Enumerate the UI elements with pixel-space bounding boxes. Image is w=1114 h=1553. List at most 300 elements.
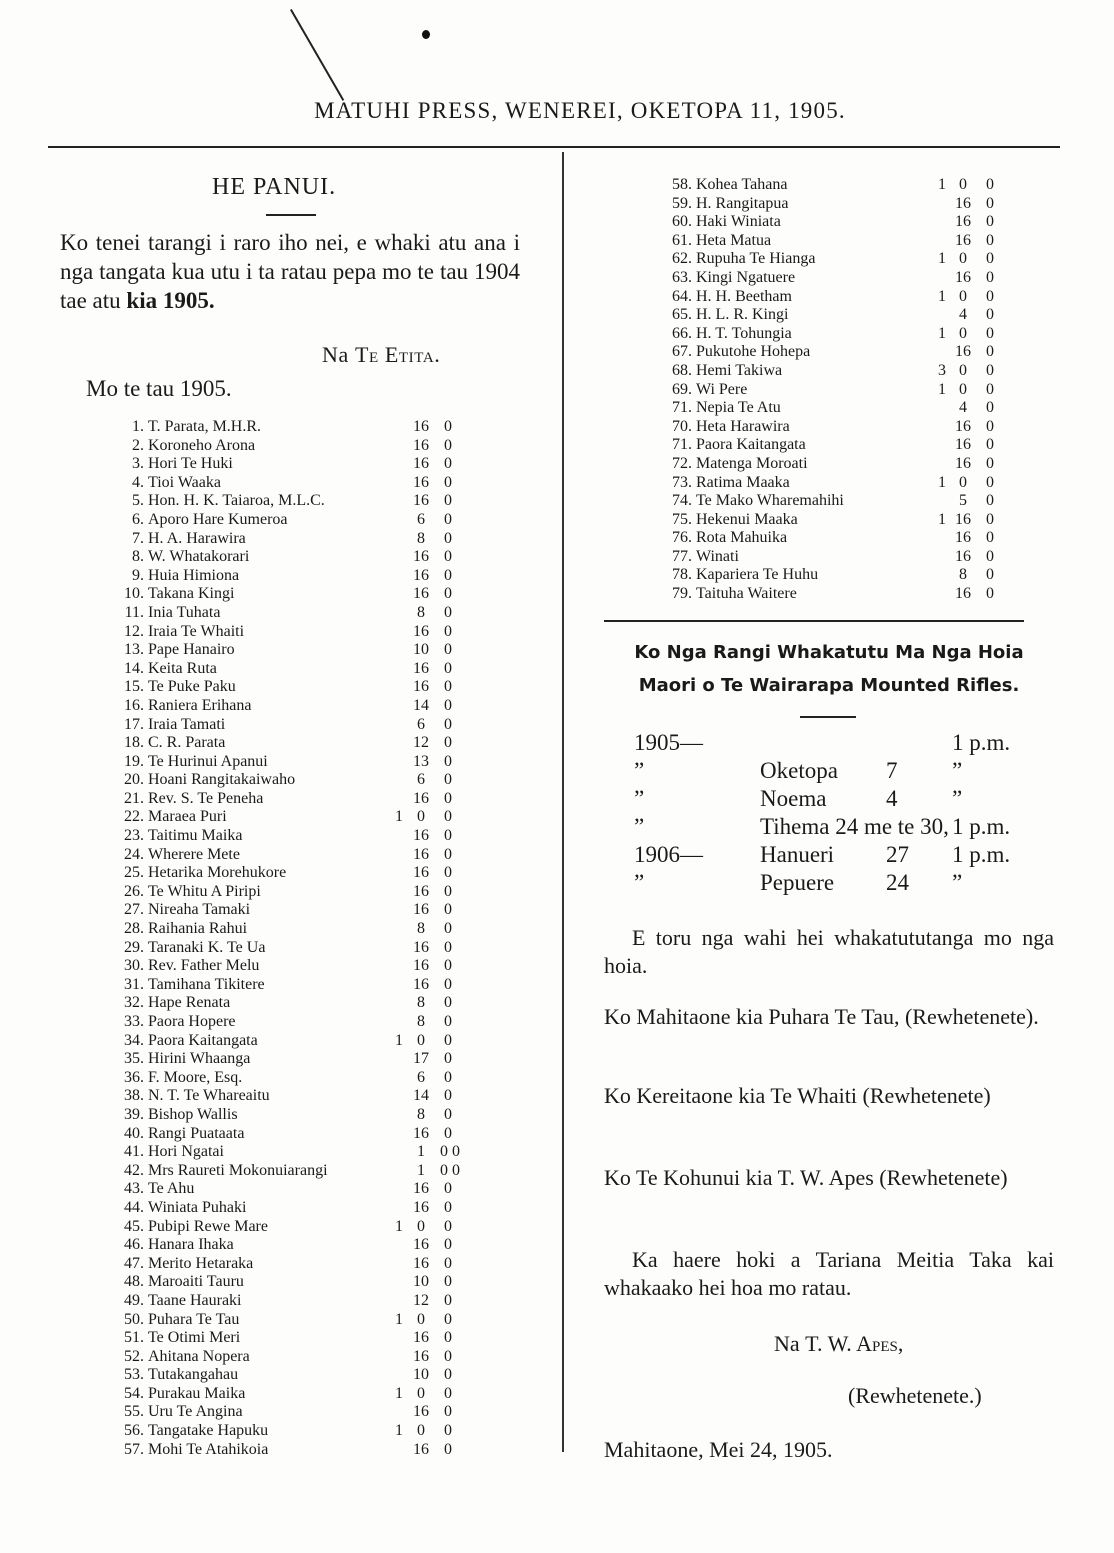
amount-pence: 0 <box>444 529 452 547</box>
amount-pounds: 1 <box>938 380 946 398</box>
instructor-paragraph: Ka haere hoki a Tariana Meitia Taka kai whakaako hei hoa mo ratau. <box>604 1247 1054 1300</box>
entry-number: 71. <box>672 399 692 417</box>
list-item <box>98 1403 478 1422</box>
amount-shillings: 16 <box>955 213 971 231</box>
amount-shillings: 0 <box>417 1422 425 1440</box>
subscriber-name: Te Puke Paku <box>148 678 236 696</box>
subscriber-name: Kohea Tahana <box>696 176 788 193</box>
amount-shillings: 16 <box>413 938 429 956</box>
subscriber-name: Hanara Ihaka <box>148 1236 234 1254</box>
amount-shillings: 0 <box>417 1217 425 1235</box>
entry-number: 6. <box>132 510 144 528</box>
amount-pounds: 1 <box>395 1310 403 1328</box>
entry-number: 9. <box>132 566 144 584</box>
entry-number: 56. <box>124 1422 144 1440</box>
subscriber-name: Heta Harawira <box>696 417 790 435</box>
amount-shillings: 16 <box>413 566 429 584</box>
amount-shillings: 16 <box>413 975 429 993</box>
list-item <box>98 1125 478 1144</box>
amount-pence: 0 <box>444 418 452 435</box>
list-item <box>98 1143 478 1162</box>
amount-pence: 0 <box>444 492 452 510</box>
subscriber-name: Rev. Father Melu <box>148 957 260 975</box>
amount-shillings: 6 <box>417 771 425 789</box>
list-item <box>98 771 478 790</box>
amount-pence: 0 <box>986 399 994 417</box>
subscriber-name: Hetarika Morehukore <box>148 864 287 882</box>
subscriber-name: Rangi Puataata <box>148 1124 245 1142</box>
entry-number: 21. <box>124 789 144 807</box>
entry-number: 17. <box>124 715 144 733</box>
amount-pounds: 1 <box>938 250 946 268</box>
subscriber-list-left <box>98 418 478 1459</box>
list-item <box>652 176 1012 195</box>
amount-pence: 0 <box>986 231 994 249</box>
amount-pence: 0 <box>444 789 452 807</box>
amount-shillings: 4 <box>959 306 967 324</box>
amount-shillings: 16 <box>413 1236 429 1254</box>
amount-pence: 0 <box>444 436 452 454</box>
list-item <box>652 511 1012 530</box>
amount-pounds: 1 <box>938 510 946 528</box>
subscriber-name: Winiata Puhaki <box>148 1198 247 1216</box>
entry-number: 65. <box>672 306 692 324</box>
schedule-year: 1906— <box>634 842 703 867</box>
subscriber-name: Rev. S. Te Peneha <box>148 789 264 807</box>
list-item <box>98 957 478 976</box>
list-item <box>98 641 478 660</box>
amount-shillings: 8 <box>417 603 425 621</box>
amount-pence: 0 <box>444 901 452 919</box>
amount-shillings: 16 <box>413 1180 429 1198</box>
list-item <box>98 548 478 567</box>
list-item <box>652 492 1012 511</box>
entry-number: 35. <box>124 1050 144 1068</box>
amount-shillings: 0 <box>959 287 967 305</box>
place-kohunui: Ko Te Kohunui kia T. W. Apes (Rewhetenete) <box>604 1165 1008 1190</box>
amount-pence: 0 <box>444 641 452 659</box>
list-item <box>652 566 1012 585</box>
entry-number: 5. <box>132 492 144 510</box>
signoff-name: T. W. Apes, <box>805 1331 904 1356</box>
parade-schedule <box>604 730 1054 898</box>
entry-number: 13. <box>124 641 144 659</box>
subscriber-name: N. T. Te Whareaitu <box>148 1087 270 1105</box>
schedule-day: 7 <box>886 758 898 783</box>
list-item <box>98 567 478 586</box>
amount-pence: 0 <box>444 455 452 473</box>
list-item <box>98 1199 478 1218</box>
entry-number: 64. <box>672 287 692 305</box>
entry-number: 25. <box>124 864 144 882</box>
list-item <box>98 716 478 735</box>
amount-pence: 0 <box>444 585 452 603</box>
amount-shillings: 10 <box>413 641 429 659</box>
intro-text: Ko tenei tarangi i raro iho nei, e whaki atu ana i nga tangata kua utu i ta ratau pepa mo te tau 1904 tae atu <box>60 230 520 313</box>
list-item <box>98 734 478 753</box>
schedule-year: ” <box>634 786 645 811</box>
subscriber-name: T. Parata, M.H.R. <box>148 418 262 435</box>
entry-number: 76. <box>672 529 692 547</box>
amount-pence: 0 <box>444 1050 452 1068</box>
list-item <box>98 1050 478 1069</box>
editor-signature <box>322 342 440 368</box>
amount-shillings: 5 <box>959 492 967 510</box>
entry-number: 15. <box>124 678 144 696</box>
amount-pence: 0 <box>444 1440 452 1458</box>
subscriber-name: Pubipi Rewe Mare <box>148 1217 268 1235</box>
subscriber-name: Hori Te Huki <box>148 455 233 473</box>
list-item <box>98 846 478 865</box>
entry-number: 38. <box>124 1087 144 1105</box>
list-item <box>98 1292 478 1311</box>
list-item <box>652 436 1012 455</box>
amount-pence: 0 0 <box>440 1161 460 1179</box>
list-item <box>652 325 1012 344</box>
list-item <box>652 455 1012 474</box>
entry-number: 71. <box>672 436 692 454</box>
subscriber-name: W. Whatakorari <box>148 548 250 566</box>
subscriber-name: Hirini Whaanga <box>148 1050 251 1068</box>
subscriber-name: Paora Kaitangata <box>148 1031 258 1049</box>
title-rule <box>266 214 316 216</box>
list-item <box>98 623 478 642</box>
list-item <box>652 474 1012 493</box>
amount-pence: 0 <box>986 510 994 528</box>
subscriber-name: Raihania Rahui <box>148 920 248 938</box>
subscriber-name: Tamihana Tikitere <box>148 975 265 993</box>
amount-pence: 0 <box>444 1068 452 1086</box>
subscriber-name: Mrs Raureti Mokonuiarangi <box>148 1161 328 1179</box>
entry-number: 47. <box>124 1254 144 1272</box>
subscriber-name: Tioi Waaka <box>148 473 221 491</box>
amount-shillings: 8 <box>417 1013 425 1030</box>
subscriber-name: F. Moore, Esq. <box>148 1068 243 1086</box>
amount-pence: 0 <box>444 1236 452 1254</box>
amount-shillings: 16 <box>413 827 429 845</box>
list-item <box>98 492 478 511</box>
parade-rule <box>800 716 856 718</box>
entry-number: 57. <box>124 1440 144 1458</box>
entry-number: 30. <box>124 957 144 975</box>
entry-number: 24. <box>124 845 144 863</box>
entry-number: 12. <box>124 622 144 640</box>
entry-number: 32. <box>124 994 144 1012</box>
amount-shillings: 16 <box>955 547 971 565</box>
amount-pence: 0 <box>444 473 452 491</box>
list-item <box>652 232 1012 251</box>
amount-pounds: 1 <box>395 1384 403 1402</box>
subscriber-name: Iraia Tamati <box>148 715 226 733</box>
subscriber-name: Hape Renata <box>148 994 231 1012</box>
subscriber-name: H. T. Tohungia <box>696 324 792 342</box>
subscriber-name: Inia Tuhata <box>148 603 221 621</box>
amount-pounds: 1 <box>395 1217 403 1235</box>
subscriber-list-right <box>652 176 1012 604</box>
amount-pence: 0 <box>444 1180 452 1198</box>
subscriber-name: Pape Hanairo <box>148 641 235 659</box>
entry-number: 18. <box>124 734 144 752</box>
list-item <box>98 1218 478 1237</box>
amount-pence: 0 <box>444 510 452 528</box>
amount-shillings: 16 <box>413 585 429 603</box>
entry-number: 19. <box>124 752 144 770</box>
year-heading: Mo te tau 1905. <box>86 376 232 401</box>
amount-shillings: 16 <box>413 1440 429 1458</box>
amount-shillings: 16 <box>413 1403 429 1421</box>
amount-pence: 0 <box>444 1403 452 1421</box>
subscriber-name: Hon. H. K. Taiaroa, M.L.C. <box>148 492 325 510</box>
amount-pence: 0 <box>986 361 994 379</box>
amount-shillings: 16 <box>413 901 429 919</box>
scan-mark-dot <box>422 30 430 39</box>
amount-pounds: 1 <box>938 176 946 193</box>
subscriber-name: Te Otimi Meri <box>148 1329 241 1347</box>
place-kereitaone: Ko Kereitaone kia Te Whaiti (Rewhetenete) <box>604 1083 991 1108</box>
entry-number: 54. <box>124 1384 144 1402</box>
amount-shillings: 12 <box>413 734 429 752</box>
schedule-month: Noema <box>760 786 827 811</box>
amount-shillings: 14 <box>413 1087 429 1105</box>
entry-number: 77. <box>672 547 692 565</box>
amount-shillings: 16 <box>413 957 429 975</box>
entry-number: 63. <box>672 268 692 286</box>
amount-pounds: 1 <box>395 808 403 826</box>
subscriber-name: Mohi Te Atahikoia <box>148 1440 269 1458</box>
amount-shillings: 6 <box>417 715 425 733</box>
amount-pence: 0 <box>444 1329 452 1347</box>
subscriber-name: Huia Himiona <box>148 566 240 584</box>
parade-heading <box>604 636 1054 702</box>
list-item <box>98 1422 478 1441</box>
amount-pence: 0 <box>444 752 452 770</box>
subscriber-name: Paora Kaitangata <box>696 436 806 454</box>
amount-shillings: 13 <box>413 752 429 770</box>
amount-shillings: 17 <box>413 1050 429 1068</box>
subscriber-name: Hoani Rangitakaiwaho <box>148 771 296 789</box>
list-item <box>98 455 478 474</box>
list-item <box>98 1087 478 1106</box>
amount-pence: 0 <box>444 957 452 975</box>
amount-shillings: 16 <box>413 1124 429 1142</box>
amount-shillings: 10 <box>413 1366 429 1384</box>
amount-pence: 0 <box>986 306 994 324</box>
schedule-year: ” <box>634 758 645 783</box>
entry-number: 74. <box>672 492 692 510</box>
subscriber-name: Puhara Te Tau <box>148 1310 240 1328</box>
list-item <box>98 678 478 697</box>
entry-number: 40. <box>124 1124 144 1142</box>
list-item <box>652 529 1012 548</box>
schedule-row <box>604 842 1054 870</box>
list-item <box>98 808 478 827</box>
schedule-time: ” <box>952 758 963 783</box>
subscriber-name: Paora Hopere <box>148 1013 236 1030</box>
subscriber-name: Te Hurinui Apanui <box>148 752 268 770</box>
subscriber-name: Ahitana Nopera <box>148 1347 250 1365</box>
subscriber-name: H. L. R. Kingi <box>696 306 789 324</box>
column-divider <box>562 152 564 1452</box>
amount-pence: 0 <box>986 585 994 603</box>
amount-pence: 0 <box>444 622 452 640</box>
schedule-row <box>604 730 1054 758</box>
entry-number: 36. <box>124 1068 144 1086</box>
schedule-year: ” <box>634 870 645 895</box>
scan-mark-line <box>290 9 344 101</box>
amount-shillings: 16 <box>955 510 971 528</box>
amount-shillings: 16 <box>955 529 971 547</box>
subscriber-name: Taane Hauraki <box>148 1291 242 1309</box>
amount-shillings: 0 <box>959 380 967 398</box>
entry-number: 68. <box>672 361 692 379</box>
signoff-prefix: Na <box>774 1331 800 1356</box>
subscriber-name: Takana Kingi <box>148 585 235 603</box>
subscriber-name: Wi Pere <box>696 380 748 398</box>
amount-shillings: 16 <box>413 845 429 863</box>
amount-shillings: 8 <box>959 566 967 584</box>
list-item <box>98 1385 478 1404</box>
list-item <box>98 790 478 809</box>
amount-shillings: 12 <box>413 1291 429 1309</box>
schedule-time: ” <box>952 786 963 811</box>
amount-shillings: 0 <box>417 1384 425 1402</box>
subscriber-name: Maroaiti Tauru <box>148 1273 244 1291</box>
entry-number: 23. <box>124 827 144 845</box>
schedule-month: Hanueri <box>760 842 835 867</box>
schedule-day: 4 <box>886 786 898 811</box>
amount-pence: 0 <box>444 1217 452 1235</box>
entry-number: 27. <box>124 901 144 919</box>
entry-number: 26. <box>124 882 144 900</box>
list-item <box>98 511 478 530</box>
entry-number: 34. <box>124 1031 144 1049</box>
amount-pence: 0 <box>986 176 994 193</box>
entry-number: 10. <box>124 585 144 603</box>
subscriber-name: H. Rangitapua <box>696 194 789 212</box>
subscriber-name: Kapariera Te Huhu <box>696 566 819 584</box>
amount-shillings: 16 <box>413 436 429 454</box>
parade-heading-line2: Maori o Te Wairarapa Mounted Rifles. <box>638 675 1020 696</box>
amount-pence: 0 <box>986 250 994 268</box>
amount-shillings: 16 <box>955 268 971 286</box>
subscriber-name: Hemi Takiwa <box>696 361 783 379</box>
amount-pence: 0 <box>444 1254 452 1272</box>
subscriber-name: Matenga Moroati <box>696 454 808 472</box>
subscriber-name: Aporo Hare Kumeroa <box>148 510 288 528</box>
entry-number: 2. <box>132 436 144 454</box>
amount-pence: 0 <box>444 734 452 752</box>
amount-shillings: 16 <box>955 417 971 435</box>
list-item <box>98 437 478 456</box>
list-item <box>652 250 1012 269</box>
amount-pounds: 1 <box>395 1031 403 1049</box>
list-item <box>652 585 1012 604</box>
subscriber-name: Iraia Te Whaiti <box>148 622 245 640</box>
entry-number: 50. <box>124 1310 144 1328</box>
entry-number: 1. <box>132 418 144 435</box>
amount-shillings: 6 <box>417 510 425 528</box>
entry-number: 46. <box>124 1236 144 1254</box>
list-item <box>98 1255 478 1274</box>
list-item <box>652 343 1012 362</box>
list-item <box>652 269 1012 288</box>
masthead: MATUHI PRESS, WENEREI, OKETOPA 11, 1905. <box>314 98 846 123</box>
amount-shillings: 16 <box>413 548 429 566</box>
amount-pence: 0 <box>444 1273 452 1291</box>
amount-pence: 0 <box>986 547 994 565</box>
amount-shillings: 1 <box>417 1143 425 1161</box>
subscriber-name: Te Mako Wharemahihi <box>696 492 844 510</box>
amount-shillings: 16 <box>955 454 971 472</box>
amount-shillings: 10 <box>413 1273 429 1291</box>
entry-number: 72. <box>672 454 692 472</box>
amount-shillings: 0 <box>417 808 425 826</box>
entry-number: 4. <box>132 473 144 491</box>
list-item <box>98 697 478 716</box>
subscriber-name: Raniera Erihana <box>148 696 252 714</box>
amount-pence: 0 <box>444 1291 452 1309</box>
amount-shillings: 0 <box>417 1310 425 1328</box>
entry-number: 44. <box>124 1198 144 1216</box>
amount-pence: 0 <box>444 1198 452 1216</box>
notice-title: HE PANUI. <box>212 174 337 200</box>
amount-pence: 0 <box>986 380 994 398</box>
amount-pounds: 1 <box>395 1422 403 1440</box>
entry-number: 53. <box>124 1366 144 1384</box>
entry-number: 43. <box>124 1180 144 1198</box>
intro-end: kia 1905. <box>126 288 215 313</box>
list-item <box>98 530 478 549</box>
subscriber-name: Hekenui Maaka <box>696 510 798 528</box>
amount-shillings: 16 <box>955 585 971 603</box>
amount-shillings: 0 <box>417 1031 425 1049</box>
list-item <box>98 660 478 679</box>
amount-shillings: 16 <box>413 1254 429 1272</box>
amount-pounds: 3 <box>938 361 946 379</box>
schedule-month: Pepuere <box>760 870 835 895</box>
amount-shillings: 16 <box>413 455 429 473</box>
amount-pence: 0 <box>444 994 452 1012</box>
subscriber-name: Heta Matua <box>696 231 772 249</box>
schedule-time: ” <box>952 870 963 895</box>
subscriber-name: Tangatake Hapuku <box>148 1422 269 1440</box>
amount-pence: 0 <box>986 436 994 454</box>
amount-shillings: 16 <box>413 492 429 510</box>
subscriber-name: Ratima Maaka <box>696 473 790 491</box>
notice-intro <box>60 228 520 315</box>
schedule-row <box>604 786 1054 814</box>
amount-pence: 0 <box>444 1031 452 1049</box>
entry-number: 62. <box>672 250 692 268</box>
subscriber-name: Hori Ngatai <box>148 1143 224 1161</box>
amount-pence: 0 <box>444 1422 452 1440</box>
list-item <box>98 883 478 902</box>
entry-number: 60. <box>672 213 692 231</box>
amount-pence: 0 <box>444 882 452 900</box>
list-item <box>98 920 478 939</box>
amount-shillings: 16 <box>413 473 429 491</box>
entry-number: 8. <box>132 548 144 566</box>
list-item <box>652 288 1012 307</box>
list-item <box>652 399 1012 418</box>
amount-pence: 0 <box>444 715 452 733</box>
signoff-rank: (Rewhetenete.) <box>848 1383 982 1408</box>
subscriber-name: H. A. Harawira <box>148 529 246 547</box>
subscriber-name: Taranaki K. Te Ua <box>148 938 266 956</box>
amount-shillings: 0 <box>959 250 967 268</box>
amount-shillings: 16 <box>413 864 429 882</box>
amount-pence: 0 <box>986 268 994 286</box>
